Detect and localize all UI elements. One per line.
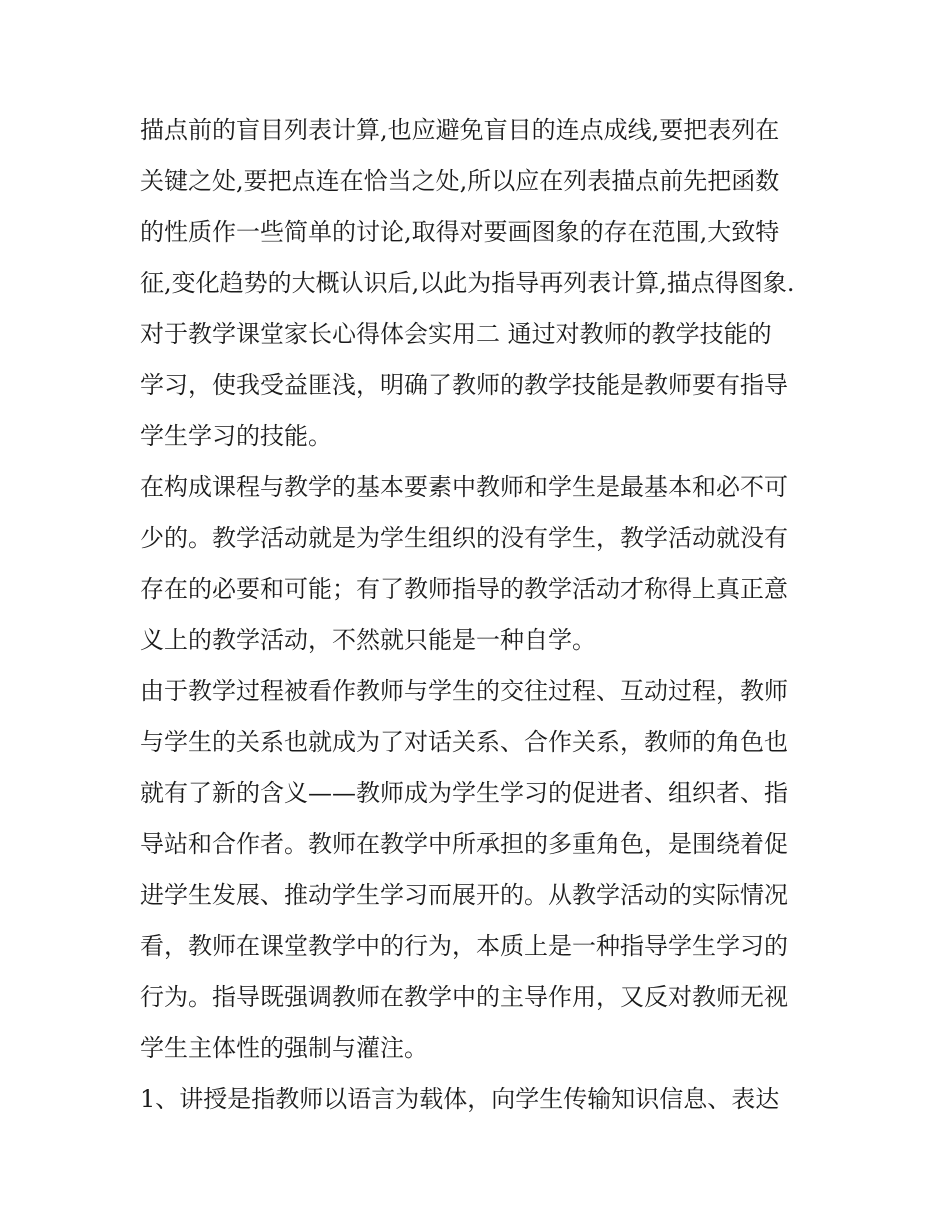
- text-line: 存在的必要和可能；有了教师指导的教学活动才称得上真正意: [140, 575, 788, 603]
- paragraph-1: [140, 105, 820, 462]
- text-line: 征,变化趋势的大概认识后,以此为指导再列表计算,描点得图象.: [140, 269, 795, 297]
- text-line: 学习，使我受益匪浅，明确了教师的教学技能是教师要有指导: [140, 371, 788, 399]
- text-line: 进学生发展、推动学生学习而展开的。从教学活动的实际情况: [140, 881, 788, 909]
- document-body: [140, 105, 820, 1125]
- text-line: 与学生的关系也就成为了对话关系、合作关系，教师的角色也: [140, 728, 788, 756]
- text-line: 的性质作一些简单的讨论,取得对要画图象的存在范围,大致特: [140, 218, 780, 246]
- text-line: 就有了新的含义——教师成为学生学习的促进者、组织者、指: [140, 779, 788, 807]
- text-line: 学生学习的技能。: [140, 422, 332, 450]
- text-line: 由于教学过程被看作教师与学生的交往过程、互动过程，教师: [140, 677, 788, 705]
- text-line: 行为。指导既强调教师在教学中的主导作用，又反对教师无视: [140, 983, 788, 1011]
- text-line: 导站和合作者。教师在教学中所承担的多重角色，是围绕着促: [140, 830, 788, 858]
- text-line: 学生主体性的强制与灌注。: [140, 1034, 428, 1062]
- text-line: 关键之处,要把点连在恰当之处,所以应在列表描点前先把函数: [140, 167, 780, 195]
- paragraph-4: [140, 1074, 820, 1125]
- paragraph-3: [140, 666, 820, 1074]
- paragraph-2: [140, 462, 820, 666]
- text-line: 1、讲授是指教师以语言为载体，向学生传输知识信息、表达: [140, 1085, 780, 1113]
- text-line: 义上的教学活动，不然就只能是一种自学。: [140, 626, 596, 654]
- text-line: 看，教师在课堂教学中的行为，本质上是一种指导学生学习的: [140, 932, 788, 960]
- text-line: 描点前的盲目列表计算,也应避免盲目的连点成线,要把表列在: [140, 116, 780, 144]
- text-line: 少的。教学活动就是为学生组织的没有学生，教学活动就没有: [140, 524, 788, 552]
- text-line: 对于教学课堂家长心得体会实用二 通过对教师的教学技能的: [140, 320, 772, 348]
- text-line: 在构成课程与教学的基本要素中教师和学生是最基本和必不可: [140, 473, 788, 501]
